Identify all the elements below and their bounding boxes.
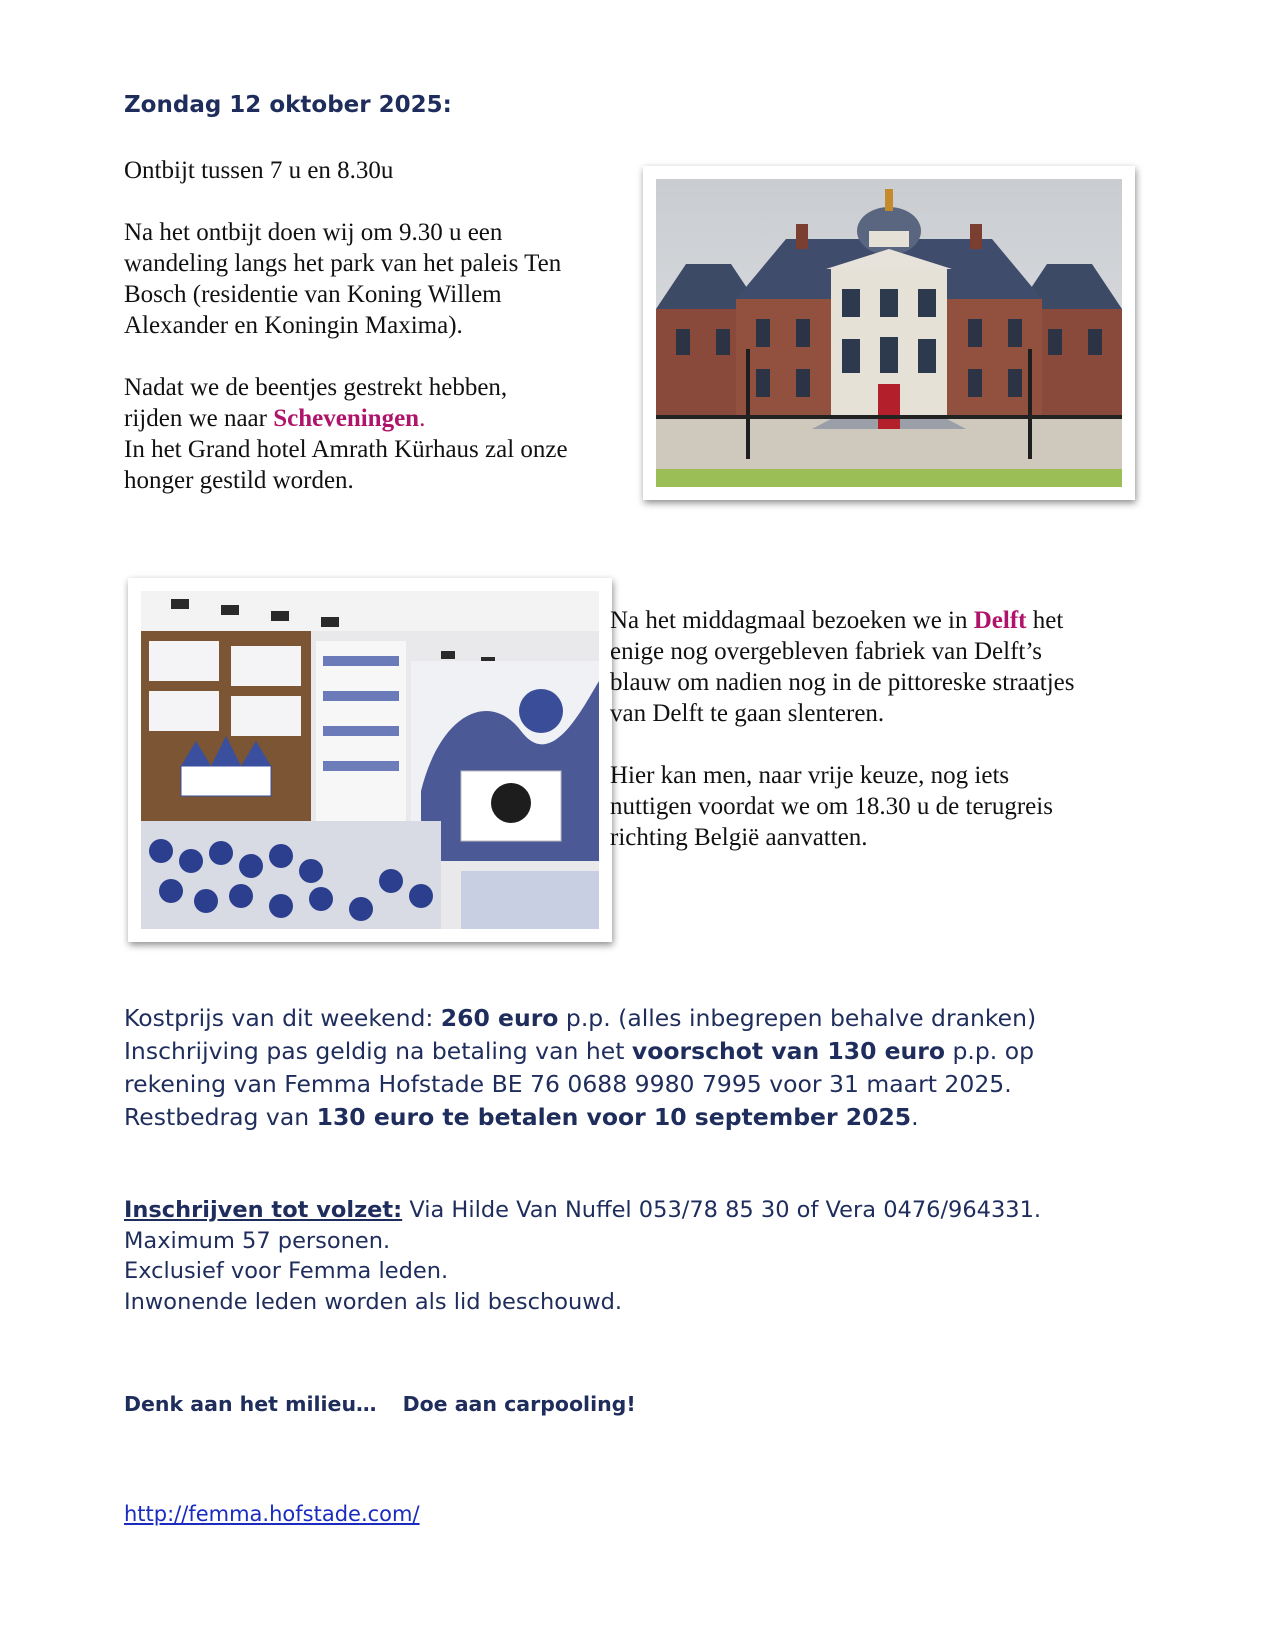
- registration-contact: Via Hilde Van Nuffel 053/78 85 30 of Vera 0476/964331.: [402, 1197, 1042, 1223]
- lunch-line-1: Nadat we de beentjes gestrekt hebben,: [124, 374, 508, 401]
- lunch-line-4: honger gestild worden.: [124, 467, 354, 494]
- price-amount: 260 euro: [440, 1004, 559, 1032]
- delft-line-2: enige nog overgebleven fabriek van Delft’s: [610, 638, 1043, 665]
- scheveningen-highlight: Scheveningen: [273, 405, 420, 432]
- registration-text: [124, 1195, 1224, 1317]
- deposit-line: [124, 1035, 1224, 1068]
- lunch-line-2-pre: rijden we naar: [124, 405, 274, 432]
- registration-line-1: [124, 1195, 1224, 1226]
- afternoon-text: [610, 605, 1170, 853]
- morning-text: [124, 155, 624, 496]
- walk-line-2: wandeling langs het park van het paleis Ten: [124, 250, 562, 277]
- registration-block: [124, 1195, 1224, 1317]
- pricing-block: [124, 1002, 1224, 1134]
- delft-line-3: blauw om nadien nog in de pittoreske straatjes: [610, 669, 1075, 696]
- lunch-line-2: [124, 403, 624, 434]
- deposit-line-pre: Inschrijving pas geldig na betaling van het: [124, 1037, 632, 1065]
- account-line: rekening van Femma Hofstade BE 76 0688 9980 7995 voor 31 maart 2025.: [124, 1070, 1012, 1098]
- walk-line-3: Bosch (residentie van Koning Willem: [124, 281, 502, 308]
- remainder-amount: 130 euro te betalen voor 10 september 2025: [316, 1103, 912, 1131]
- price-line-post: p.p. (alles inbegrepen behalve dranken): [558, 1004, 1037, 1032]
- remainder-line-pre: Restbedrag van: [124, 1103, 317, 1131]
- return-text: [610, 760, 1170, 853]
- walk-text: [124, 217, 624, 341]
- breakfast-text: Ontbijt tussen 7 u en 8.30u: [124, 157, 394, 184]
- delft-shop-photo: [128, 578, 612, 942]
- palace-photo: [643, 166, 1135, 500]
- lunch-line-2-post: .: [419, 405, 426, 432]
- registration-exclusive: Exclusief voor Femma leden.: [124, 1258, 449, 1284]
- delft-line-1: [610, 605, 1170, 636]
- remainder-line: [124, 1101, 1224, 1134]
- femma-website-link[interactable]: http://femma.hofstade.com/: [124, 1502, 420, 1526]
- carpool-slogan: [124, 1392, 636, 1416]
- walk-line-4: Alexander en Koningin Maxima).: [124, 312, 463, 339]
- registration-household: Inwonende leden worden als lid beschouwd.: [124, 1288, 623, 1315]
- slogan-environment: Denk aan het milieu…: [124, 1392, 377, 1416]
- price-line-pre: Kostprijs van dit weekend:: [124, 1004, 441, 1032]
- delft-line-4: van Delft te gaan slenteren.: [610, 700, 885, 727]
- price-line: [124, 1002, 1224, 1035]
- delft-shop-illustration: [141, 591, 599, 929]
- walk-line-1: Na het ontbijt doen wij om 9.30 u een: [124, 219, 503, 246]
- palace-illustration: [656, 179, 1122, 487]
- deposit-amount: voorschot van 130 euro: [631, 1037, 946, 1065]
- slogan-carpooling: Doe aan carpooling!: [402, 1392, 636, 1416]
- registration-label: Inschrijven tot volzet:: [124, 1197, 403, 1223]
- registration-max: Maximum 57 personen.: [124, 1227, 391, 1254]
- pricing-text: [124, 1002, 1224, 1134]
- lunch-line-3: In het Grand hotel Amrath Kürhaus zal onze: [124, 436, 568, 463]
- delft-line-1-pre: Na het middagmaal bezoeken we in: [610, 607, 974, 634]
- lunch-text: [124, 372, 624, 496]
- delft-highlight: Delft: [973, 607, 1027, 634]
- remainder-line-post: .: [911, 1103, 919, 1131]
- delft-visit-text: [610, 605, 1170, 729]
- return-line-2: nuttigen voordat we om 18.30 u de terugreis: [610, 793, 1053, 820]
- deposit-line-post: p.p. op: [945, 1037, 1035, 1065]
- return-line-3: richting België aanvatten.: [610, 824, 868, 851]
- page-heading: Zondag 12 oktober 2025:: [124, 92, 452, 118]
- delft-line-1-post: het: [1026, 607, 1064, 634]
- return-line-1: Hier kan men, naar vrije keuze, nog iets: [610, 762, 1010, 789]
